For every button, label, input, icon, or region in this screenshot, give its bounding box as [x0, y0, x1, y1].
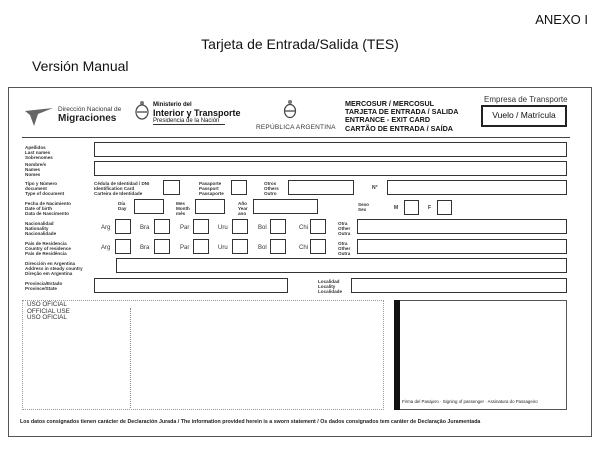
- label-es: Año: [238, 201, 247, 206]
- label-en: Year: [238, 206, 248, 211]
- card-title-mercosur: MERCOSUR / MERCOSUL: [345, 99, 435, 108]
- doc-number-label: N°: [372, 185, 378, 191]
- label-en: Other: [338, 226, 351, 231]
- label-en: Day: [118, 206, 127, 211]
- nationality-uru-checkbox[interactable]: [232, 219, 248, 234]
- residence-bol-checkbox[interactable]: [270, 239, 286, 254]
- label-en: OFFICIAL USE: [27, 307, 70, 315]
- sworn-statement-footer: Los datos consignados tienen carácter de Declaración Jurada / The information provided herein is a sworn statement / Os dados consignados tem caráter de Declaração Juramentada: [20, 419, 481, 425]
- last-names-label: [25, 145, 53, 160]
- locality-label: [318, 279, 342, 294]
- label-pt: ano: [238, 211, 247, 216]
- label-es: USO OFICIAL: [27, 301, 67, 308]
- residence-par-label: Par: [180, 245, 190, 251]
- nationality-chi-checkbox[interactable]: [310, 219, 326, 234]
- label-pt: Nacionalidade: [25, 231, 57, 236]
- residence-uru-checkbox[interactable]: [232, 239, 248, 254]
- label-en: document: [25, 186, 47, 191]
- label-pt: Passaporte: [199, 191, 224, 196]
- label-es: Otra: [338, 221, 348, 226]
- sex-m-checkbox[interactable]: [404, 200, 419, 215]
- doc-number-input[interactable]: [387, 180, 567, 195]
- label-es: Fecha de Nacimiento: [25, 201, 71, 206]
- label-pt: Type of document: [25, 191, 65, 196]
- nationality-par-checkbox[interactable]: [193, 219, 209, 234]
- label-pt: País de Residência: [25, 251, 67, 256]
- residence-country-label: [25, 241, 71, 256]
- residence-chi-checkbox[interactable]: [310, 239, 326, 254]
- nationality-other-input[interactable]: [357, 219, 567, 234]
- label-pt: Direção em Argentina: [25, 271, 73, 276]
- card-title-pt: CARTÃO DE ENTRADA / SAÍDA: [345, 123, 453, 133]
- label-en: Passport: [199, 186, 219, 191]
- names-input[interactable]: [94, 161, 567, 176]
- label-pt: Data de Nascimento: [25, 211, 69, 216]
- province-label: [25, 281, 62, 291]
- birth-month-input[interactable]: [195, 199, 225, 214]
- residence-bol-label: Bol: [258, 245, 267, 251]
- residence-other-label: [338, 241, 350, 256]
- passenger-signature-box[interactable]: [394, 300, 567, 410]
- label-es: Localidad: [318, 279, 340, 284]
- label-pt: Nomes: [25, 172, 41, 177]
- label-es: Dirección en Argentina: [25, 261, 76, 266]
- residence-uru-label: Uru: [218, 245, 228, 251]
- label-es: Cédula de Identidad / DNI: [94, 181, 150, 186]
- sex-label: [358, 202, 369, 212]
- label-es: Tipo y Número: [25, 181, 58, 186]
- label-pt: Outro: [264, 191, 277, 196]
- label-es: Día: [118, 201, 126, 206]
- label-en: Date of birth: [25, 206, 53, 211]
- residence-arg-checkbox[interactable]: [115, 239, 131, 254]
- nationality-chi-label: Chi: [299, 225, 309, 231]
- nationality-bol-label: Bol: [258, 225, 267, 231]
- migraciones-logo-icon: [24, 106, 54, 128]
- label-es: Otra: [338, 241, 348, 246]
- ministerio-line2: Interior y Transporte: [153, 108, 241, 118]
- month-label: [176, 201, 190, 216]
- residence-bra-label: Bra: [140, 245, 150, 251]
- id-card-checkbox[interactable]: [163, 180, 180, 195]
- label-en: Country of residence: [25, 246, 71, 251]
- card-title-en: ENTRANCE - EXIT CARD: [345, 115, 431, 125]
- label-es: País de Residencia: [25, 241, 67, 246]
- province-input[interactable]: [94, 278, 288, 293]
- card-title-block: [345, 100, 458, 133]
- nationality-par-label: Par: [180, 225, 190, 231]
- sex-m-label: M: [394, 205, 399, 211]
- label-es: Nacionalidad: [25, 221, 54, 226]
- label-es: Nombre/s: [25, 162, 47, 167]
- republica-label: REPÚBLICA ARGENTINA: [256, 124, 336, 131]
- label-pt: Carteira de Identidade: [94, 191, 143, 196]
- nationality-bra-label: Bra: [140, 225, 150, 231]
- address-label: [25, 261, 83, 276]
- label-en: Other: [338, 246, 351, 251]
- label-pt: Outra: [338, 231, 351, 236]
- annex-label: ANEXO I: [535, 12, 588, 27]
- label-pt: Outra: [338, 251, 351, 256]
- locality-input[interactable]: [351, 278, 567, 293]
- label-es: Pasaporte: [199, 181, 222, 186]
- birth-year-input[interactable]: [253, 199, 318, 214]
- republica-coat-of-arms-icon: [283, 99, 297, 119]
- label-en: Month: [176, 206, 190, 211]
- address-input[interactable]: [116, 258, 567, 273]
- migraciones-subtitle: Dirección Nacional de: [58, 106, 122, 113]
- label-en: Sex: [358, 207, 367, 212]
- residence-chi-label: Chi: [299, 245, 309, 251]
- header-divider: [22, 137, 570, 138]
- ministerio-line3: Presidencia de la Nación: [153, 118, 225, 125]
- official-use-area: [22, 300, 384, 410]
- label-pt: Sobrenomes: [25, 155, 53, 160]
- label-pt: USO OFICIAL: [27, 314, 67, 321]
- sex-f-label: F: [428, 205, 432, 211]
- passport-label: [199, 181, 224, 196]
- passport-checkbox[interactable]: [231, 180, 247, 195]
- migraciones-title: Migraciones: [58, 113, 117, 124]
- label-es: Otros: [264, 181, 277, 186]
- day-label: [118, 201, 126, 211]
- nationality-uru-label: Uru: [218, 225, 228, 231]
- residence-other-input[interactable]: [357, 239, 567, 254]
- residence-par-checkbox[interactable]: [193, 239, 209, 254]
- ministerio-line1: Ministerio del: [153, 102, 192, 108]
- id-card-label: [94, 181, 149, 196]
- label-es: Apellidos: [25, 145, 46, 150]
- label-en: Names: [25, 167, 41, 172]
- label-en: Others: [264, 186, 279, 191]
- coat-of-arms-icon: [135, 100, 149, 120]
- official-use-label: [27, 302, 70, 322]
- official-use-divider: [130, 308, 131, 408]
- label-en: Province/State: [25, 286, 57, 291]
- birth-date-label: [25, 201, 71, 216]
- label-en: Nationality: [25, 226, 49, 231]
- card-title-es: TARJETA DE ENTRADA / SALIDA: [345, 107, 459, 117]
- label-es: Provincia/Estado: [25, 281, 63, 286]
- nationality-other-label: [338, 221, 350, 236]
- transport-company-label: Empresa de Transporte: [484, 95, 568, 104]
- signature-box-edge: [394, 300, 400, 410]
- residence-arg-label: Arg: [101, 245, 111, 251]
- nationality-arg-checkbox[interactable]: [115, 219, 131, 234]
- label-es: Mes: [176, 201, 185, 206]
- birth-day-input[interactable]: [134, 199, 164, 214]
- label-en: Address in steady country: [25, 266, 83, 271]
- label-en: Locality: [318, 284, 336, 289]
- label-pt: mês: [176, 211, 186, 216]
- label-en: Last names: [25, 150, 51, 155]
- nationality-label: [25, 221, 56, 236]
- year-label: [238, 201, 248, 216]
- label-es: Sexo: [358, 202, 369, 207]
- nationality-arg-label: Arg: [101, 225, 111, 231]
- signature-label: Firma del Pasajero · Signing of passenger · Assinatura do Passageiro: [402, 399, 538, 404]
- flight-registration-field[interactable]: Vuelo / Matrícula: [481, 105, 567, 127]
- last-names-input[interactable]: [94, 142, 567, 157]
- other-doc-label: [264, 181, 279, 196]
- residence-bra-checkbox[interactable]: [154, 239, 170, 254]
- label-en: Identification Card: [94, 186, 135, 191]
- nationality-bra-checkbox[interactable]: [154, 219, 170, 234]
- sex-f-checkbox[interactable]: [437, 200, 452, 215]
- version-label: Versión Manual: [32, 58, 129, 74]
- document-type-label: [25, 181, 64, 196]
- document-title: Tarjeta de Entrada/Salida (TES): [201, 36, 399, 52]
- nationality-bol-checkbox[interactable]: [270, 219, 286, 234]
- other-doc-input[interactable]: [288, 180, 354, 195]
- names-label: [25, 162, 46, 177]
- label-pt: Localidade: [318, 289, 342, 294]
